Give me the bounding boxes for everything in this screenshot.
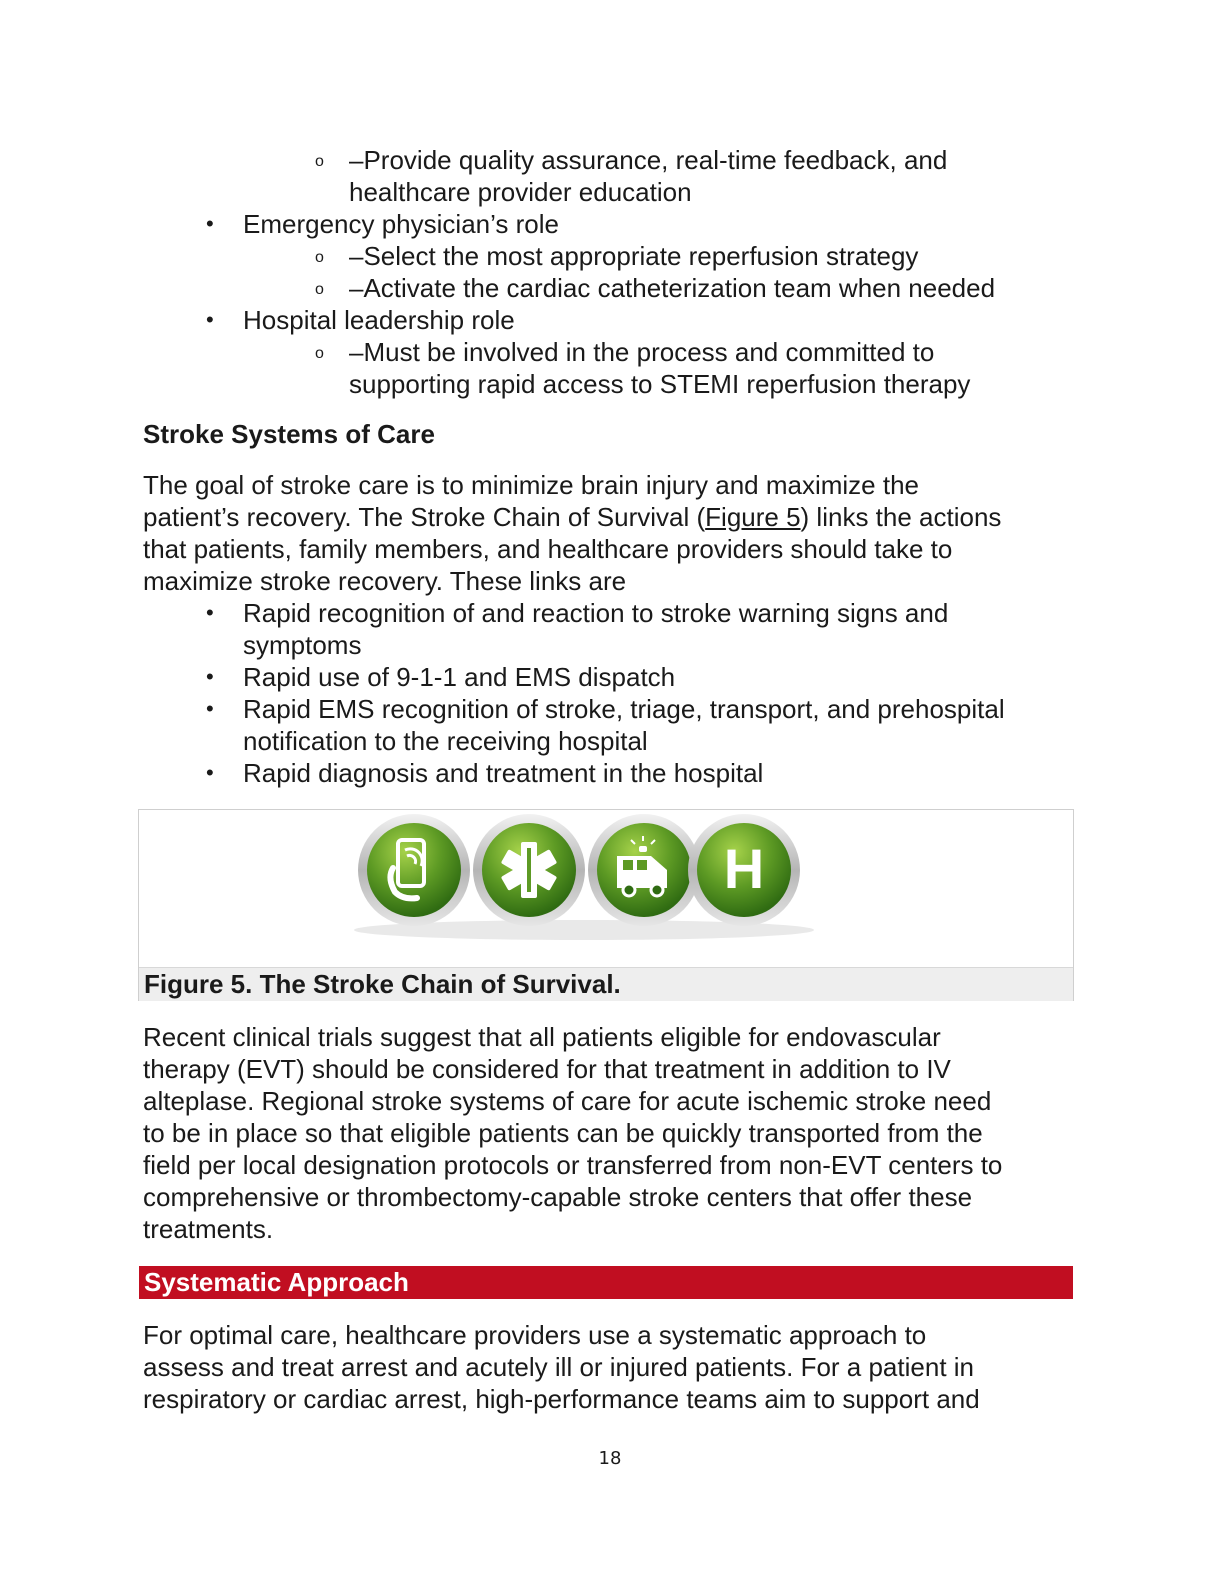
bullet-marker: • xyxy=(206,600,214,625)
chain-link-phone xyxy=(358,814,470,926)
evt-line: to be in place so that eligible patients can be quickly transported from the xyxy=(143,1118,983,1148)
stroke-intro-paragraph xyxy=(143,469,1073,597)
evt-line: alteplase. Regional stroke systems of care for acute ischemic stroke need xyxy=(143,1086,992,1116)
figure-5-link[interactable]: Figure 5 xyxy=(705,502,801,532)
intro-text: patient’s recovery. The Stroke Chain of Survival ( xyxy=(143,502,706,532)
sub-item-leadership-line1: –Must be involved in the process and committed to xyxy=(349,337,935,367)
intro-text: ) links the actions xyxy=(800,502,1002,532)
sub-item-leadership-line2: supporting rapid access to STEMI reperfusion therapy xyxy=(349,369,971,399)
list-item-ems-line2: notification to the receiving hospital xyxy=(243,726,648,756)
page-number: 18 xyxy=(598,1448,622,1469)
hospital-h-icon: H xyxy=(723,837,765,900)
evt-paragraph xyxy=(143,1021,1073,1245)
chain-of-survival-graphic xyxy=(139,810,1073,967)
bullet-marker: • xyxy=(206,696,214,721)
section-band-systematic xyxy=(139,1266,1073,1299)
list-item-emergency-role: Emergency physician’s role xyxy=(243,209,559,239)
sub-item-quality-line2: healthcare provider education xyxy=(349,177,692,207)
systematic-line: assess and treat arrest and acutely ill or injured patients. For a patient in xyxy=(143,1352,974,1382)
list-item-hospital-role: Hospital leadership role xyxy=(243,305,515,335)
list-item-ems-line1: Rapid EMS recognition of stroke, triage, transport, and prehospital xyxy=(243,694,1005,724)
section-heading-systematic: Systematic Approach xyxy=(144,1267,409,1297)
list-item-recognition-line1: Rapid recognition of and reaction to stroke warning signs and xyxy=(243,598,949,628)
systematic-line: For optimal care, healthcare providers use a systematic approach to xyxy=(143,1320,927,1350)
section-heading-stroke: Stroke Systems of Care xyxy=(143,419,435,449)
systematic-paragraph xyxy=(143,1319,1073,1415)
sub-item-quality-line1: –Provide quality assurance, real-time feedback, and xyxy=(349,145,948,175)
list-item-recognition-line2: symptoms xyxy=(243,630,362,660)
intro-line: that patients, family members, and healthcare providers should take to xyxy=(143,534,953,564)
figure-5-box xyxy=(138,809,1074,1001)
intro-line xyxy=(143,501,1073,533)
evt-line: field per local designation protocols or transferred from non-EVT centers to xyxy=(143,1150,1003,1180)
intro-line: maximize stroke recovery. These links are xyxy=(143,566,627,596)
figure-caption-bar xyxy=(139,967,1073,1001)
systematic-line: respiratory or cardiac arrest, high-performance teams aim to support and xyxy=(143,1384,980,1414)
sub-bullet-marker: o xyxy=(315,153,324,170)
sub-bullet-marker: o xyxy=(315,345,324,362)
evt-line: comprehensive or thrombectomy-capable stroke centers that offer these xyxy=(143,1182,973,1212)
bullet-marker: • xyxy=(206,307,214,332)
sub-bullet-marker: o xyxy=(315,249,324,266)
intro-line: The goal of stroke care is to minimize brain injury and maximize the xyxy=(143,470,919,500)
bullet-marker: • xyxy=(206,760,214,785)
sub-item-cath-team: –Activate the cardiac catheterization team when needed xyxy=(349,273,996,303)
evt-line: Recent clinical trials suggest that all patients eligible for endovascular xyxy=(143,1022,941,1052)
bullet-marker: • xyxy=(206,211,214,236)
list-item-diagnosis: Rapid diagnosis and treatment in the hospital xyxy=(243,758,764,788)
evt-line: therapy (EVT) should be considered for that treatment in addition to IV xyxy=(143,1054,951,1084)
sub-item-reperfusion: –Select the most appropriate reperfusion strategy xyxy=(349,241,919,271)
bullet-marker: • xyxy=(206,664,214,689)
figure-caption: Figure 5. The Stroke Chain of Survival. xyxy=(144,969,621,999)
list-item-911: Rapid use of 9-1-1 and EMS dispatch xyxy=(243,662,676,692)
sub-bullet-marker: o xyxy=(315,281,324,298)
evt-line: treatments. xyxy=(143,1214,274,1244)
